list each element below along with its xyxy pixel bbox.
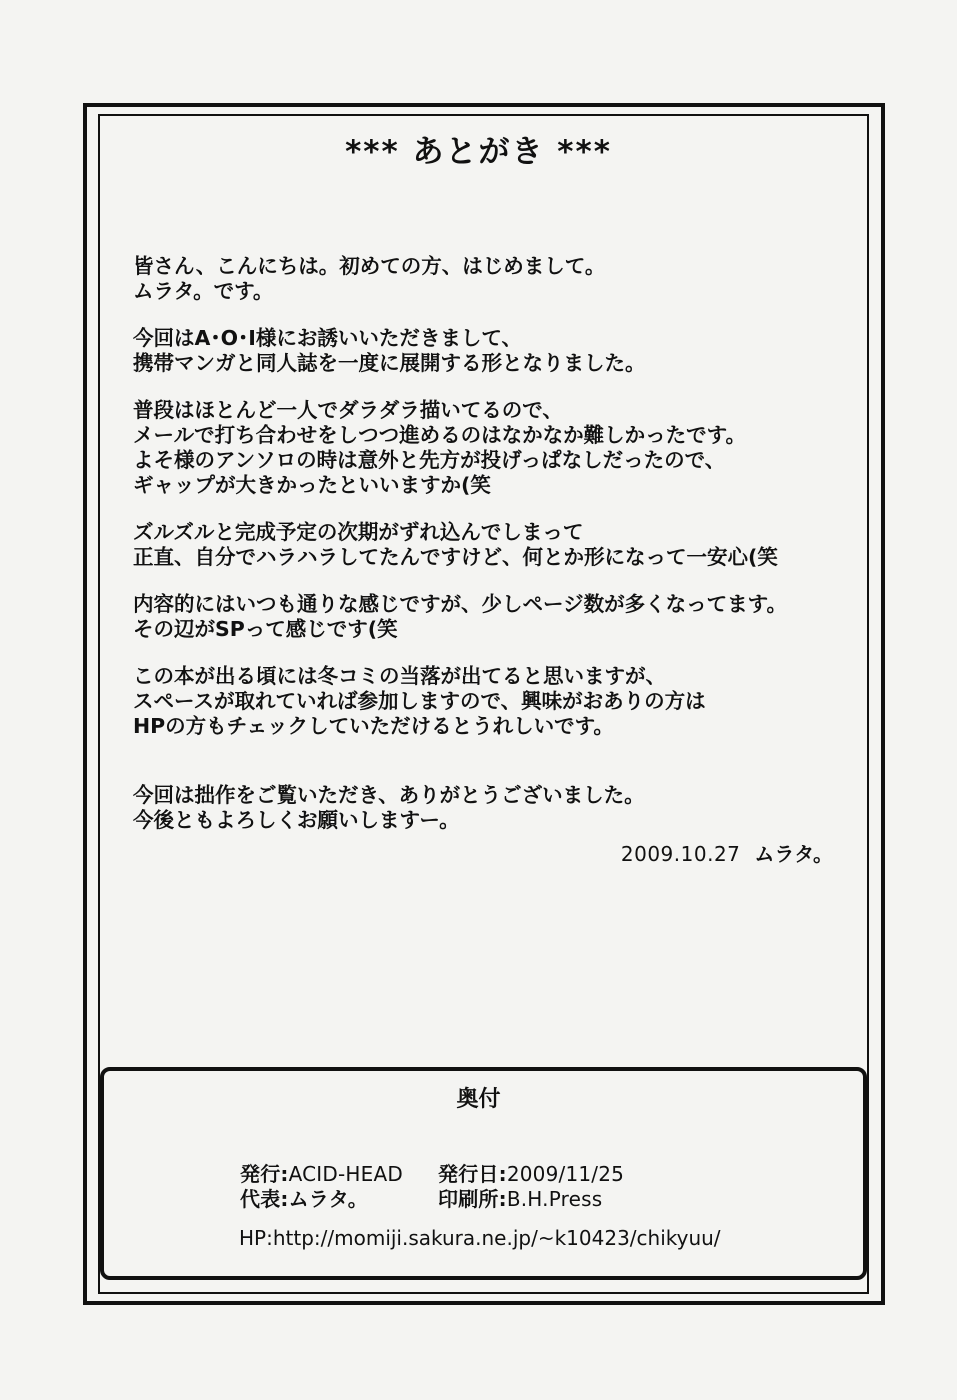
issue-date-value: 2009/11/25 [506,1162,625,1186]
text-line: ギャップが大きかったといいますか(笑 [133,473,491,497]
text-line: 普段はほとんど一人でダラダラ描いてるので、 [133,398,563,422]
signature-date: 2009.10.27 [620,842,741,866]
text-line: よそ様のアンソロの時は意外と先方が投げっぱなしだったので、 [133,448,726,472]
homepage-row [239,1226,721,1250]
publisher-label: 発行: [240,1162,289,1186]
text-line: 正直、自分でハラハラしてたんですけど、何とか形になって一安心(笑 [133,545,778,569]
paragraph-invitation [133,326,853,376]
paragraph-process [133,398,853,498]
paragraph-schedule [133,520,853,570]
text-line: ムラタ。です。 [133,279,274,303]
printer-label: 印刷所: [438,1187,507,1211]
homepage-url[interactable]: http://momiji.sakura.ne.jp/~k10423/chikyuu/ [272,1226,721,1250]
text-line: 携帯マンガと同人誌を一度に展開する形となりました。 [133,351,646,375]
printer-row [438,1183,602,1212]
publisher-value: ACID-HEAD [288,1162,403,1186]
text-line: この本が出る頃には冬コミの当落が出てると思いますが、 [133,664,666,688]
text-line: その辺がSPって感じです(笑 [133,617,398,641]
text-line: 内容的にはいつも通りな感じですが、少しページ数が多くなってます。 [133,592,787,616]
text-line: ズルズルと完成予定の次期がずれ込んでしまって [133,520,584,544]
text-line: 今後ともよろしくお願いしますー。 [133,808,460,832]
text-line: 今回は拙作をご覧いただき、ありがとうございました。 [133,783,645,807]
text-line: メールで打ち合わせをしつつ進めるのはなかなか難しかったです。 [133,423,746,447]
colophon-title: 奥付 [456,1087,501,1112]
paragraph-thanks [133,783,853,833]
signature [621,838,833,867]
paragraph-greeting [133,254,853,304]
afterword-body [133,254,853,855]
homepage-label: HP: [239,1226,273,1250]
paragraph-event [133,664,853,739]
paragraph-content [133,592,853,642]
text-line: HPの方もチェックしていただけるとうれしいです。 [133,714,614,738]
signature-author: ムラタ。 [754,842,833,866]
printer-value: B.H.Press [506,1187,603,1211]
representative-value: ムラタ。 [288,1187,369,1211]
representative-label: 代表: [240,1187,289,1211]
text-line: 今回はA･O･I様にお誘いいただきまして、 [133,326,523,350]
text-line: スペースが取れていれば参加しますので、興味がおありの方は [133,689,706,713]
afterword-title: *** あとがき *** [345,134,612,170]
text-line: 皆さん、こんにちは。初めての方、はじめまして。 [133,254,606,278]
issue-date-label: 発行日: [438,1162,507,1186]
representative-row [240,1183,368,1212]
